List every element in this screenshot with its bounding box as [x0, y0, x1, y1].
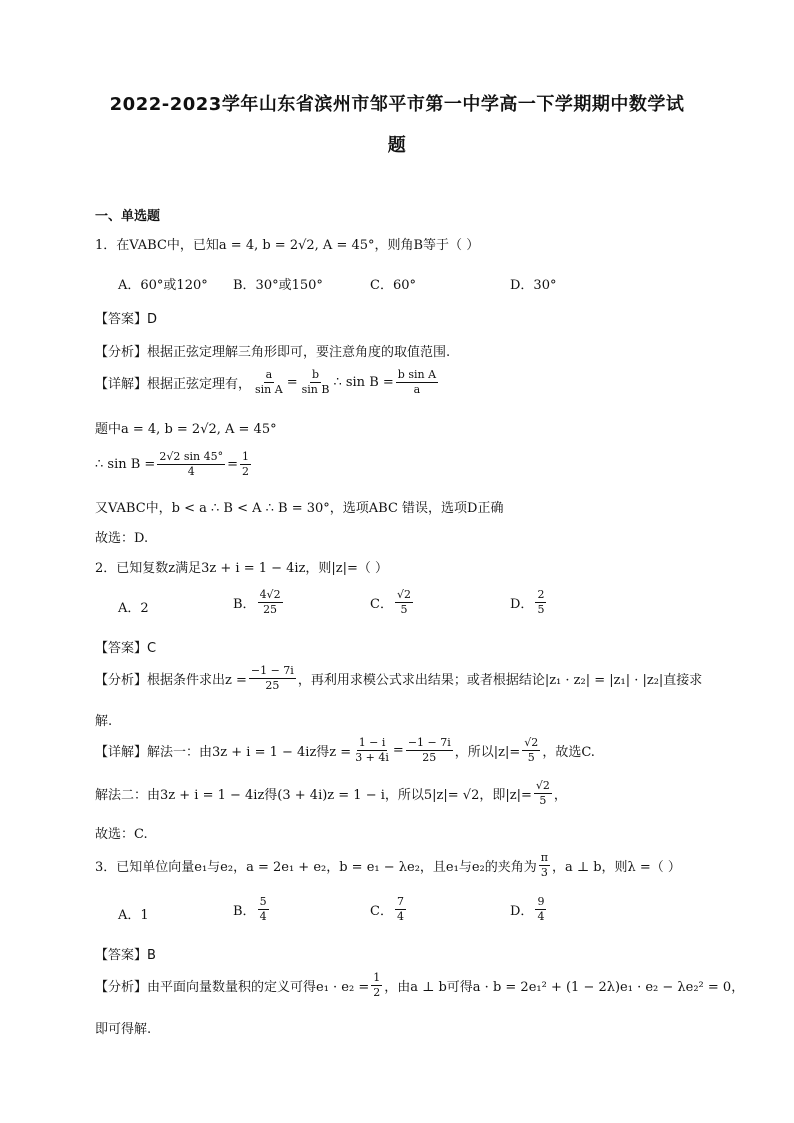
q2-solution-2: 解法二：由3z + i = 1 − 4iz得(3 + 4i)z = 1 − i，所以5|z|= √2，即|z|= $\frac{√2}{5}$ ， — [95, 779, 567, 807]
q1-stem: 1．在VABC中，已知a = 4, b = 2√2, A = 45°，则角B等于（ ） — [95, 238, 480, 253]
q2-s1-fraction-3: $\frac{√2}{5}$ — [524, 736, 539, 764]
page-title-line-2: 题 — [387, 135, 407, 156]
q1-detail-line-1 — [95, 368, 440, 397]
q1-analysis: 【分析】根据正弦定理解三角形即可，要注意角度的取值范围. — [95, 345, 451, 360]
q2-answer: 【答案】C — [95, 641, 157, 656]
q2-analysis-end: 解. — [95, 714, 113, 729]
q2-option-d-fraction: $\frac{2}{5}$ — [537, 588, 545, 616]
q1-detail-line-2: 题中a = 4, b = 2√2, A = 45° — [95, 422, 277, 437]
q2-s1-fraction-1: $\frac{1 - i}{3 + 4i}$ — [355, 736, 389, 764]
page-title-line-1: 2022-2023学年山东省滨州市邹平市第一中学高一下学期期中数学试 — [109, 94, 685, 115]
q3-answer: 【答案】B — [95, 948, 156, 963]
q2-analysis: 【分析】根据条件求出z = $\frac{-1 - 7i}{25}$ ，再利用求模公式求出结果；或者根据结论|z₁ · z₂| = |z₁| · |z₂|直接求 — [95, 664, 703, 692]
q2-solution-1: 【详解】解法一：由3z + i = 1 − 4iz得z = $\frac{1 - i}{3 + 4i}$ = $\frac{-1 - 7i}{25}$ ，所以|z|= $\frac{√2}{5}$ ，故选C. — [95, 736, 595, 764]
q1-answer: 【答案】D — [95, 312, 158, 327]
q1-line3-eq: = — [227, 456, 238, 472]
q3-stem: 3．已知单位向量e₁与e₂，a = 2e₁ + e₂，b = e₁ − λe₂，且e₁与e₂的夹角为 $\frac{\pi}{3}$ ，a ⊥ b，则λ =（ ） — [95, 851, 681, 879]
q2-option-c-fraction: $\frac{√2}{5}$ — [396, 588, 411, 616]
q1-option-a: A．60°或120° — [118, 278, 208, 293]
q1-detail-fraction-c: $\frac{\text{b sin A}}{a}$ — [397, 368, 437, 396]
q3-analysis-fraction: $\frac{1}{2}$ — [373, 971, 381, 999]
q2-option-a: A．2 — [118, 601, 149, 616]
q3-option-d-fraction: $\frac{9}{4}$ — [537, 895, 545, 923]
q3-option-b: B． $\frac{5}{4}$ — [233, 895, 267, 923]
q3-analysis-end: 即可得解. — [95, 1022, 152, 1037]
q1-detail-tag: 【详解】根据正弦定理有， — [95, 376, 252, 392]
q3-option-d: D． $\frac{9}{4}$ — [510, 895, 545, 923]
q1-detail-eq: = — [286, 374, 298, 390]
q3-option-c: C． $\frac{7}{4}$ — [370, 895, 404, 923]
q3-option-c-fraction: $\frac{7}{4}$ — [396, 895, 404, 923]
section-heading: 一、单选题 — [95, 209, 161, 224]
q2-option-c: C． $\frac{√2}{5}$ — [370, 588, 411, 616]
q3-stem-fraction: $\frac{\pi}{3}$ — [540, 851, 548, 879]
q2-option-b-fraction: $\frac{4√2}{25}$ — [259, 588, 281, 616]
q1-line3-prefix: ∴ sin B = — [95, 456, 156, 472]
q1-option-d: D．30° — [510, 278, 557, 293]
q3-option-a: A．1 — [118, 908, 149, 923]
q1-line3-result: $\frac{1}{2}$ — [241, 450, 249, 478]
q1-option-b: B．30°或150° — [233, 278, 323, 293]
q2-stem: 2．已知复数z满足3z + i = 1 − 4iz，则|z|=（ ） — [95, 561, 389, 576]
q2-option-d: D． $\frac{2}{5}$ — [510, 588, 545, 616]
q1-detail-line-3 — [95, 450, 253, 479]
q1-detail-line-4: 又VABC中，b < a ∴ B < A ∴ B = 30°，选项ABC 错误，选项D正确 — [95, 501, 504, 516]
q2-solution-3: 故选：C. — [95, 827, 148, 842]
q2-analysis-fraction: $\frac{-1 - 7i}{25}$ — [250, 664, 294, 692]
q3-option-b-fraction: $\frac{5}{4}$ — [259, 895, 267, 923]
q2-s2-fraction: $\frac{√2}{5}$ — [535, 779, 550, 807]
q3-analysis: 【分析】由平面向量数量积的定义可得e₁ · e₂ = $\frac{1}{2}$ ，由a ⊥ b可得a · b = 2e₁² + (1 − 2λ)e₁ · e₂ − λe₂² = 0， — [95, 971, 745, 999]
q2-option-b: B． $\frac{4√2}{25}$ — [233, 588, 281, 616]
q1-detail-fraction-b: $\frac{b}{\text{sin B}}$ — [301, 368, 330, 396]
q1-detail-fraction-a: $\frac{a}{\text{sin A}}$ — [255, 368, 283, 396]
q1-detail-line-5: 故选：D. — [95, 531, 149, 546]
q1-option-c: C．60° — [370, 278, 416, 293]
q1-line3-fraction: $\frac{2√2 \sin 45^\circ}{4}$ — [159, 450, 224, 478]
q2-s1-fraction-2: $\frac{-1 - 7i}{25}$ — [407, 736, 451, 764]
q1-detail-mid: ∴ sin B = — [333, 374, 394, 390]
